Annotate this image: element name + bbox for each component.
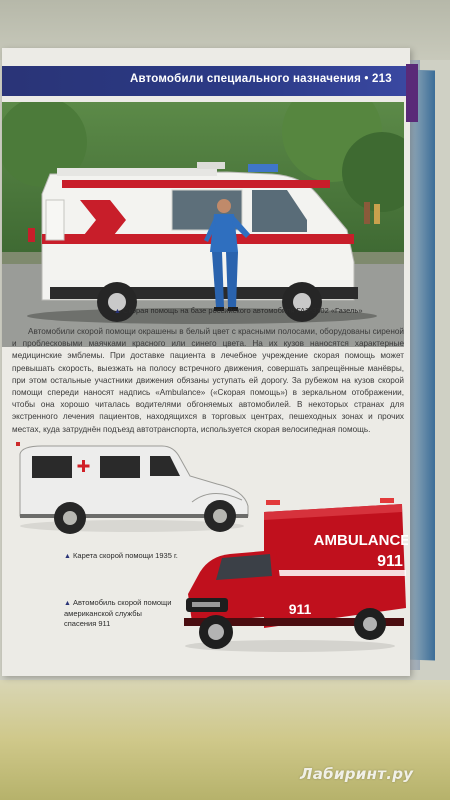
chapter-title: Автомобили специального назначения • 213 — [130, 73, 392, 85]
labirint-watermark: Лабиринт.ру — [300, 765, 414, 783]
ambulance-side-lettering: AMBULANCE — [313, 532, 408, 549]
caption-marker-icon: ▲ — [64, 553, 71, 560]
book-page — [2, 48, 410, 676]
caption-marker-icon: ▲ — [64, 600, 71, 607]
ambulance-911-door-number: 911 — [288, 601, 312, 617]
body-paragraph: Автомобили скорой помощи окрашены в белый цвет с красными полосами, оборудованы сиреной и проблесковыми маячками красного или синего цвета. На их кузов наносятся характерные медицинские эмблемы. При доставке пациента в лечебное учреждение скорая помощь может превышать скорость, выезжать на полосу встречного движения, совершать запрещённые манёвры, при этом остальные участники движения обязаны уступать ей дорогу. За рубежом на кузов скорой помощи спереди наносят надпись «Ambulance» («Скорая помощь») в зеркальном отображении, чтобы она хорошо читалась водителями обгоняемых автомобилей. В некоторых странах для экстренного лечения пациентов, находящихся в торговых центрах, пешеходных зонах и прочих местах, куда затруднён подъезд автотранспорта, используется скорая велосипедная помощь. — [12, 327, 404, 434]
body-text — [12, 326, 404, 436]
us-911-caption: ▲ Автомобиль скорой помощи американской службы спасения 911 — [64, 598, 172, 628]
us-911-ambulance-illustration — [180, 498, 408, 661]
caption-marker-icon: ▲ — [114, 308, 121, 315]
carriage-1935-caption: ▲ Карета скорой помощи 1935 г. — [64, 551, 178, 560]
ambulance-911-number: 911 — [377, 553, 403, 570]
chapter-tab-marker — [406, 64, 418, 122]
photo-caption: ▲ Скорая помощь на базе российского автомобиля ГАЗ-3302 «Газель» — [114, 306, 363, 315]
